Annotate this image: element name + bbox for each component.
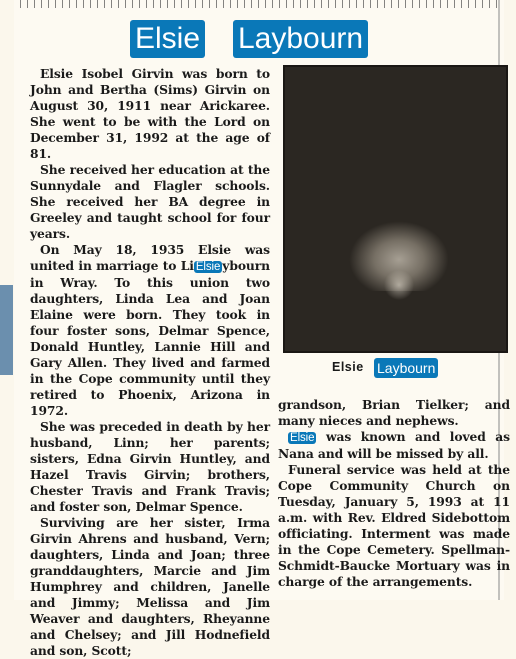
paragraph-funeral: Funeral service was held at the Cope Community Church on Tuesday, January 5, 1993 at 11 a.m. with Rev. Eldred Sidebottom officiating. Interment was made in the Cope Cemetery. Spellman-Schmidt-Baucke Mortuary was in charge of the arrangements.: [278, 462, 510, 589]
headline-last-name: Laybourn: [233, 20, 368, 58]
marriage-text-start: On May 18, 1935 Elsie was united in marriage to Li: [30, 242, 270, 273]
headline-first-name: Elsie: [130, 20, 205, 58]
obituary-column-2: [278, 397, 510, 590]
paragraph-education: She received her education at the Sunnydale and Flagler schools. She received her BA degree in Greeley and taught school for four years.: [30, 162, 270, 241]
paragraph-birth: Elsie Isobel Girvin was born to John and Bertha (Sims) Girvin on August 30, 1911 near Arickaree. She went to be with the Lord on December 31, 1992 at the age of 81.: [30, 66, 270, 161]
paragraph-marriage: [30, 242, 270, 419]
paragraph-survivors: Surviving are her sister, Irma Girvin Ahrens and husband, Vern; daughters, Linda and Joan; three granddaughters, Marcie and Jim Humphrey and children, Janelle and Jimmy; Melissa and Jim Weaver and daughters, Rheyanne and Chelsey; and Jill Hodnefield and son, Scott;: [30, 515, 270, 658]
name-highlight: Elsie: [195, 261, 221, 273]
paragraph-preceded: She was preceded in death by her husband, Linn; her parents; sisters, Edna Girvin Huntley, and Hazel Travis Girvin; brothers, Chester Travis and Frank Travis; and foster son, Delmar Spence.: [30, 419, 270, 514]
paragraph-grandson: grandson, Brian Tielker; and many nieces and nephews.: [278, 397, 510, 428]
nana-text: was known and loved as Nana and will be missed by all.: [278, 429, 510, 461]
caption-last-name: Laybourn: [374, 358, 438, 378]
print-noise: [20, 0, 500, 8]
obituary-column-1: [30, 66, 270, 659]
side-tab: [0, 285, 13, 375]
photo-highlight: [379, 270, 419, 300]
paragraph-nana: [278, 429, 510, 462]
portrait-photo: [283, 65, 508, 353]
marriage-text-end: ybourn in Wray. To this union two daughters, Linda Lea and Joan Elaine were born. They took in four foster sons, Delmar Spence, Donald Huntley, Lannie Hill and Gary Allen. They lived and farmed in the Cope community until they retired to Phoenix, Arizona in 1972.: [30, 258, 270, 418]
name-highlight: Elsie: [290, 432, 315, 444]
caption-first-name: Elsie: [332, 360, 364, 374]
